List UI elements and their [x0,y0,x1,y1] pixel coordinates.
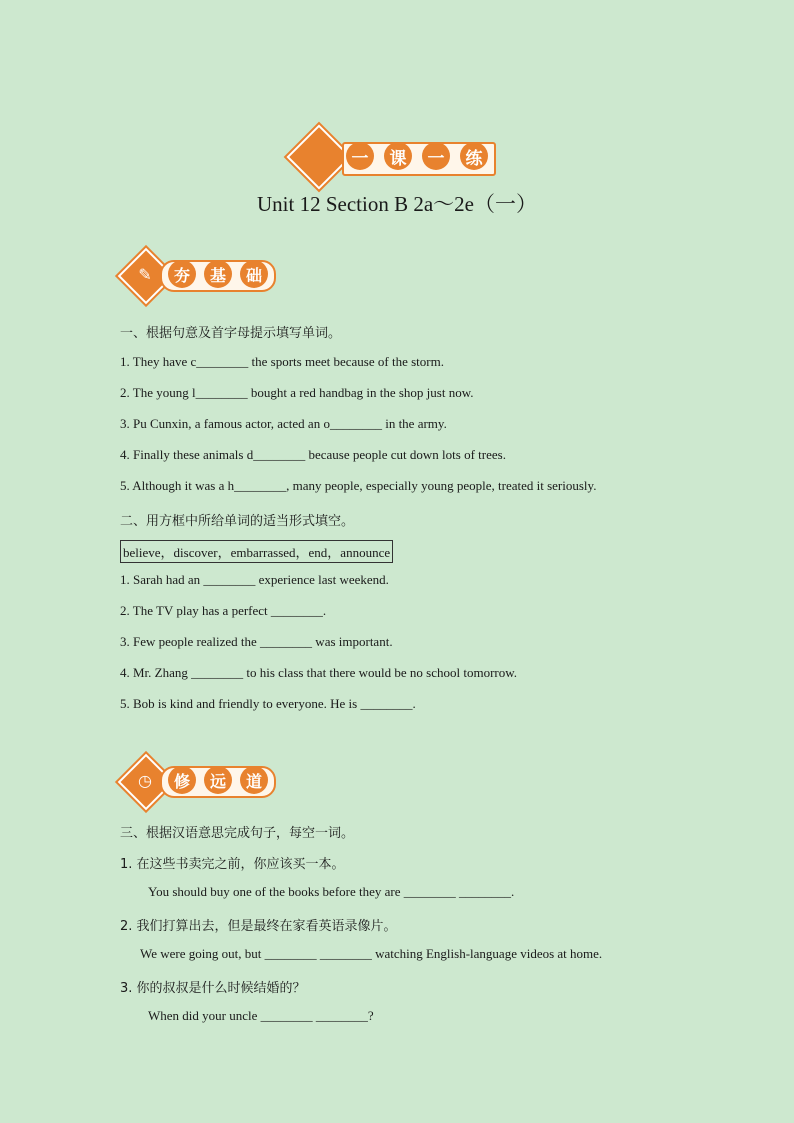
question-item: 4. Finally these animals d________ because people cut down lots of trees. [120,447,506,462]
question-item: 5. Although it was a h________, many people, especially young people, treated it seriously. [120,478,597,493]
section-banner-advance [120,758,280,806]
section-banner-chars [168,766,276,794]
chinese-prompt: 2. 我们打算出去，但是最终在家看英语录像片。 [120,919,397,934]
question-item: 3. Pu Cunxin, a famous actor, acted an o________ in the army. [120,416,447,431]
lesson-banner [290,128,500,188]
section-char: 础 [240,260,268,288]
english-sentence: You should buy one of the books before they are ________ ________. [148,884,515,899]
question-item: 2. The TV play has a perfect ________. [120,603,327,618]
clock-icon: ◷ [138,771,152,790]
banner-char: 一 [422,142,450,170]
english-sentence: We were going out, but ________ ________ watching English-language videos at home. [140,946,603,961]
question-item: 4. Mr. Zhang ________ to his class that there would be no school tomorrow. [120,665,518,680]
page-title: Unit 12 Section B 2a～2e（一） [257,192,537,216]
word-box: believe，discover，embarrassed，end，announce [120,540,393,563]
section-char: 修 [168,766,196,794]
banner-char: 一 [346,142,374,170]
section-char: 基 [204,260,232,288]
section-char: 远 [204,766,232,794]
part3-heading: 三、根据汉语意思完成句子，每空一词。 [120,826,355,841]
question-item: 5. Bob is kind and friendly to everyone. He is ________. [120,696,416,711]
part2-heading: 二、用方框中所给单词的适当形式填空。 [120,514,355,529]
english-sentence: When did your uncle ________ ________? [148,1008,374,1023]
chinese-prompt: 3. 你的叔叔是什么时候结婚的？ [120,981,306,996]
question-item: 2. The young l________ bought a red handbag in the shop just now. [120,385,474,400]
section-char: 道 [240,766,268,794]
question-item: 3. Few people realized the ________ was important. [120,634,393,649]
section-banner-chars [168,260,276,288]
pencil-icon: ✎ [138,265,152,284]
banner-chars [346,142,492,170]
banner-char: 练 [460,142,488,170]
part1-heading: 一、根据句意及首字母提示填写单词。 [120,326,342,341]
chinese-prompt: 1. 在这些书卖完之前，你应该买一本。 [120,857,345,872]
section-char: 夯 [168,260,196,288]
banner-char: 课 [384,142,412,170]
section-banner-basics [120,252,280,300]
question-item: 1. They have c________ the sports meet because of the storm. [120,354,444,369]
question-item: 1. Sarah had an ________ experience last weekend. [120,572,389,587]
